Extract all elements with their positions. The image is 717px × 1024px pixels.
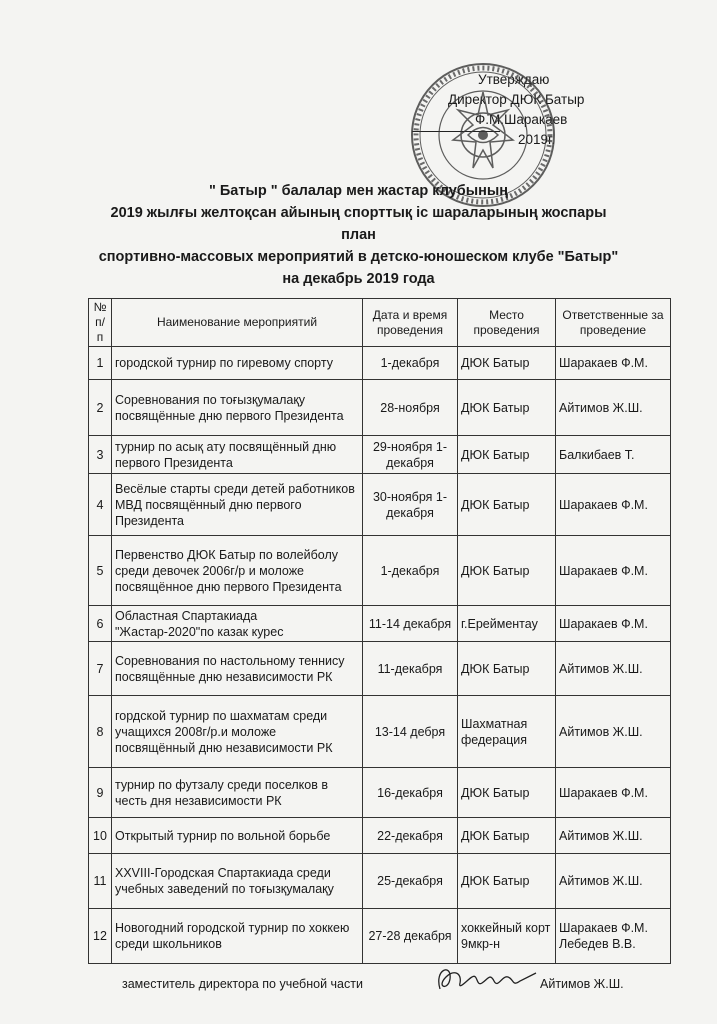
table-row	[89, 536, 671, 606]
cell-place: ДЮК Батыр	[458, 436, 556, 474]
cell-place: ДЮК Батыр	[458, 768, 556, 818]
cell-resp: Айтимов Ж.Ш.	[556, 380, 671, 436]
table-row	[89, 380, 671, 436]
cell-date: 30-ноября 1-декабря	[363, 474, 458, 536]
cell-num: 9	[89, 768, 112, 818]
cell-place: ДЮК Батыр	[458, 818, 556, 854]
cell-date: 11-декабря	[363, 642, 458, 696]
cell-date: 29-ноября 1-декабря	[363, 436, 458, 474]
cell-resp: Шаракаев Ф.М.	[556, 768, 671, 818]
header-date: Дата и время проведения	[363, 299, 458, 347]
cell-num: 12	[89, 909, 112, 964]
document-titles	[0, 180, 717, 290]
cell-date: 28-ноября	[363, 380, 458, 436]
cell-name: городской турнир по гиревому спорту	[112, 347, 363, 380]
handwritten-signature-icon	[432, 959, 542, 999]
title-kz-line2: 2019 жылғы желтоқсан айының спорттық іс шараларының жоспары	[110, 205, 607, 221]
title-ru-line3: на декабрь 2019 года	[282, 271, 435, 287]
cell-name: турнир по футзалу среди поселков в честь дня независимости РК	[112, 768, 363, 818]
table-row	[89, 436, 671, 474]
header-name: Наименование мероприятий	[112, 299, 363, 347]
cell-resp: Айтимов Ж.Ш.	[556, 818, 671, 854]
cell-num: 5	[89, 536, 112, 606]
cell-num: 6	[89, 606, 112, 642]
table-row	[89, 854, 671, 909]
header-place: Место проведения	[458, 299, 556, 347]
cell-place: Шахматная федерация	[458, 696, 556, 768]
cell-resp: Айтимов Ж.Ш.	[556, 854, 671, 909]
cell-resp: Шаракаев Ф.М.	[556, 606, 671, 642]
cell-name: Первенство ДЮК Батыр по волейболу среди девочек 2006г/р и моложе посвящённое дню первого Президента	[112, 536, 363, 606]
table-row	[89, 818, 671, 854]
title-ru-line1: план	[341, 227, 376, 243]
cell-date: 25-декабря	[363, 854, 458, 909]
cell-resp: Шаракаев Ф.М.	[556, 474, 671, 536]
cell-place: г.Ерейментау	[458, 606, 556, 642]
table-row	[89, 696, 671, 768]
cell-resp: Айтимов Ж.Ш.	[556, 696, 671, 768]
cell-name: Областная Спартакиада "Жастар-2020"по казак курес	[112, 606, 363, 642]
cell-date: 27-28 декабря	[363, 909, 458, 964]
title-kz-line1: " Батыр " балалар мен жастар клубының	[208, 183, 509, 199]
cell-place: ДЮК Батыр	[458, 380, 556, 436]
cell-place: хоккейный корт 9мкр-н	[458, 909, 556, 964]
cell-name: Открытый турнир по вольной борьбе	[112, 818, 363, 854]
approval-position: Директор ДЮК Батыр	[448, 92, 585, 107]
cell-num: 4	[89, 474, 112, 536]
cell-place: ДЮК Батыр	[458, 347, 556, 380]
cell-resp: Балкибаев Т.	[556, 436, 671, 474]
approval-title: Утверждаю	[478, 72, 550, 87]
cell-date: 13-14 дебря	[363, 696, 458, 768]
table-row	[89, 642, 671, 696]
events-table	[88, 298, 671, 964]
cell-place: ДЮК Батыр	[458, 642, 556, 696]
cell-num: 8	[89, 696, 112, 768]
cell-num: 2	[89, 380, 112, 436]
footer-name: Айтимов Ж.Ш.	[540, 977, 624, 991]
cell-place: ДЮК Батыр	[458, 536, 556, 606]
cell-resp: Шаракаев Ф.М.	[556, 536, 671, 606]
cell-date: 1-декабря	[363, 536, 458, 606]
table-row	[89, 768, 671, 818]
cell-date: 22-декабря	[363, 818, 458, 854]
table-row	[89, 606, 671, 642]
table-header-row	[89, 299, 671, 347]
cell-date: 1-декабря	[363, 347, 458, 380]
cell-resp: Шаракаев Ф.М. Лебедев В.В.	[556, 909, 671, 964]
cell-name: XXVIII-Городская Спартакиада среди учебных заведений по тоғызқумалақу	[112, 854, 363, 909]
approval-name: Ф.М.Шаракаев	[475, 112, 568, 127]
cell-place: ДЮК Батыр	[458, 854, 556, 909]
cell-name: турнир по асық ату посвящённый дню первого Президента	[112, 436, 363, 474]
cell-name: Соревнования по настольному теннису посвящённые дню независимости РК	[112, 642, 363, 696]
header-resp: Ответственные за проведение	[556, 299, 671, 347]
cell-num: 11	[89, 854, 112, 909]
cell-num: 3	[89, 436, 112, 474]
cell-name: Новогодний городской турнир по хоккею среди школьников	[112, 909, 363, 964]
footer-position: заместитель директора по учебной части	[122, 977, 363, 991]
title-ru-line2: спортивно-массовых мероприятий в детско-юношеском клубе "Батыр"	[98, 249, 619, 265]
cell-num: 7	[89, 642, 112, 696]
cell-name: Соревнования по тоғызқумалақу посвящённые дню первого Президента	[112, 380, 363, 436]
cell-num: 1	[89, 347, 112, 380]
cell-name: гордской турнир по шахматам среди учащихся 2008г/р.и моложе посвящённый дню независимости РК	[112, 696, 363, 768]
cell-num: 10	[89, 818, 112, 854]
header-num: № п/п	[89, 299, 112, 347]
cell-resp: Айтимов Ж.Ш.	[556, 642, 671, 696]
table-row	[89, 347, 671, 380]
cell-resp: Шаракаев Ф.М.	[556, 347, 671, 380]
cell-date: 16-декабря	[363, 768, 458, 818]
cell-name: Весёлые старты среди детей работников МВД посвящённый дню первого Президента	[112, 474, 363, 536]
approval-date: 2019г.	[518, 132, 556, 147]
cell-place: ДЮК Батыр	[458, 474, 556, 536]
table-row	[89, 474, 671, 536]
table-row	[89, 909, 671, 964]
cell-date: 11-14 декабря	[363, 606, 458, 642]
